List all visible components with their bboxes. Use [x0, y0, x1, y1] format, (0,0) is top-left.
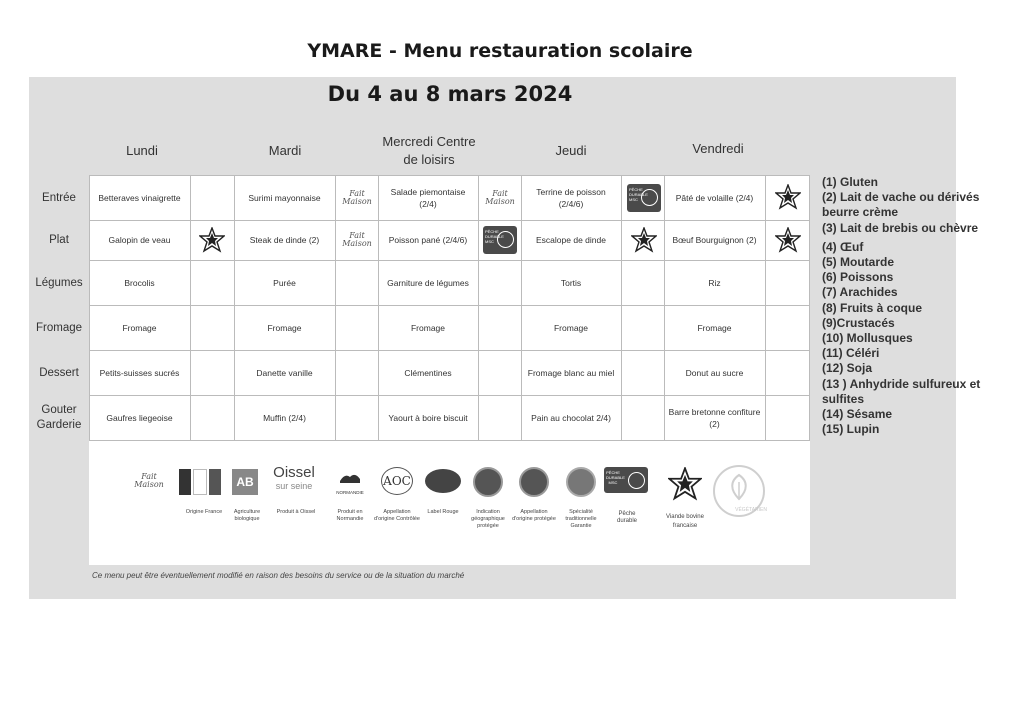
- msc-peche-durable-icon: PÊCHE DURABLE MSC: [604, 467, 648, 493]
- viande-bovine-francaise-icon: [667, 467, 703, 501]
- viande-veau-francaise-icon: [194, 222, 230, 258]
- allergen-item: (2) Lait de vache ou dérivés beurre crème: [822, 190, 980, 220]
- allergen-item: (8) Fruits à coque: [822, 300, 923, 315]
- menu-cell: Bœuf Bourguignon (2): [672, 235, 757, 245]
- menu-cell: Poisson pané (2/4/6): [388, 235, 468, 245]
- legend-caption: Produit à Oissel: [276, 509, 316, 515]
- menu-cell: Yaourt à boire biscuit: [388, 412, 468, 423]
- label-rouge-icon: [425, 469, 461, 493]
- allergen-item: (3) Lait de brebis ou chèvre: [822, 220, 979, 235]
- menu-cell: Purée: [273, 277, 296, 288]
- fait-maison-icon: Fait Maison: [485, 189, 515, 206]
- menu-cell: Gaufres liegeoise: [106, 412, 173, 423]
- day-header-vendredi: Vendredi: [692, 141, 744, 156]
- legend-caption: Appellation d'origine Contrôlée: [374, 509, 420, 522]
- stg-icon: [566, 467, 596, 497]
- allergen-item: (12) Soja: [822, 361, 873, 376]
- menu-cell: Muffin (2/4): [263, 412, 306, 423]
- menu-cell: Fromage blanc au miel: [527, 367, 615, 378]
- allergen-item: (14) Sésame: [822, 407, 893, 422]
- allergen-item: (7) Arachides: [822, 285, 898, 300]
- fait-maison-icon: Fait Maison: [342, 189, 372, 206]
- row-label-plat: Plat: [49, 234, 69, 246]
- legend-caption: Spécialité traditionnelle Garantie: [565, 509, 597, 529]
- allergen-item: (6) Poissons: [822, 270, 894, 285]
- legend-caption: Produit en Normandie: [336, 509, 364, 522]
- allergen-list: [822, 175, 1012, 437]
- menu-cell: Garniture de légumes: [387, 277, 469, 288]
- allergen-item: (10) Mollusques: [822, 331, 913, 346]
- menu-cell: Danette vanille: [256, 367, 313, 378]
- menu-cell: Barre bretonne confiture (2): [668, 406, 761, 429]
- menu-cell: Galopin de veau: [108, 235, 171, 245]
- legend-caption: Indication géographique protégée: [471, 509, 505, 529]
- menu-cell: Fromage: [553, 322, 588, 333]
- menu-cell: Terrine de poisson (2/4/6): [536, 186, 606, 209]
- msc-peche-durable-icon: PÊCHE DURABLE MSC: [482, 225, 518, 255]
- agriculture-bio-icon: AB: [232, 469, 258, 495]
- aop-icon: [519, 467, 549, 497]
- legend-caption: Label Rouge: [427, 509, 459, 515]
- volaille-francaise-icon: [772, 181, 804, 213]
- menu-cell: Steak de dinde (2): [249, 235, 320, 245]
- row-label-entree: Entrée: [42, 192, 76, 204]
- menu-cell: Escalope de dinde: [536, 235, 606, 245]
- allergen-item: (13 ) Anhydride sulfureux et sulfites: [822, 376, 981, 406]
- menu-cell: Donut au sucre: [685, 367, 744, 378]
- legend-caption: Pêche durable: [616, 511, 637, 524]
- menu-cell: Salade piemontaise (2/4): [390, 186, 466, 209]
- menu-cell: Pain au chocolat 2/4): [531, 412, 611, 423]
- legend-caption: Appellation d'origine protégée: [512, 509, 556, 522]
- menu-cell: Fromage: [267, 322, 302, 333]
- allergen-item: (15) Lupin: [822, 422, 880, 437]
- menu-cell: Betteraves vinaigrette: [98, 192, 181, 203]
- day-header-jeudi: Jeudi: [555, 143, 587, 158]
- legend-caption: Origine France: [185, 509, 223, 515]
- date-range: Du 4 au 8 mars 2024: [327, 82, 573, 106]
- menu-cell: Fromage: [410, 322, 445, 333]
- row-label-fromage: Fromage: [35, 322, 83, 334]
- fait-maison-icon: Fait Maison: [342, 231, 372, 248]
- allergen-item: (4) Œuf: [822, 239, 864, 254]
- day-header-lundi: Lundi: [126, 143, 158, 158]
- label-legend: [119, 465, 779, 545]
- legend-caption: Viande bovine francaise: [666, 514, 704, 529]
- vegetarien-icon: VÉGÉTARIEN: [713, 465, 765, 517]
- row-label-gouter: Gouter Garderie: [36, 404, 82, 431]
- menu-cell: Riz: [708, 277, 721, 288]
- menu-grid: [89, 175, 810, 565]
- menu-cell: Fromage: [122, 322, 157, 333]
- menu-cell: Brocolis: [124, 277, 155, 288]
- origine-france-icon: [179, 469, 223, 495]
- page-title: YMARE - Menu restauration scolaire: [307, 40, 693, 62]
- menu-cell: Petits-suisses sucrés: [99, 367, 180, 378]
- viande-bovine-francaise-icon: [770, 222, 806, 258]
- aoc-icon: AOC: [381, 467, 413, 495]
- legend-caption: Agriculture biologique: [233, 509, 261, 522]
- menu-cell: Pâté de volaille (2/4): [675, 192, 754, 203]
- oissel-logo: Oissel sur seine: [273, 464, 315, 491]
- row-label-legumes: Légumes: [35, 277, 83, 289]
- menu-cell: Clémentines: [404, 367, 452, 378]
- volaille-francaise-icon: [626, 222, 662, 258]
- day-header-mercredi: Mercredi Centre de loisirs: [382, 134, 476, 167]
- igp-icon: [473, 467, 503, 497]
- footer-note: Ce menu peut être éventuellement modifié en raison des besoins du service ou de la situation du marché: [92, 571, 465, 580]
- menu-cell: Tortis: [560, 277, 582, 288]
- allergen-item: (11) Céléri: [822, 346, 880, 361]
- allergen-item: (5) Moutarde: [822, 255, 894, 270]
- allergen-item: (1) Gluten: [822, 175, 878, 189]
- msc-peche-durable-icon: PÊCHE DURABLE MSC: [626, 183, 662, 213]
- menu-cell: Surimi mayonnaise: [248, 192, 321, 203]
- row-label-dessert: Dessert: [39, 367, 79, 379]
- day-header-mardi: Mardi: [268, 143, 302, 158]
- fait-maison-icon: Fait Maison: [134, 472, 164, 489]
- menu-cell: Fromage: [697, 322, 732, 333]
- allergen-item: (9)Crustacés: [822, 315, 895, 330]
- normandie-icon: NORMANDIE: [333, 471, 367, 495]
